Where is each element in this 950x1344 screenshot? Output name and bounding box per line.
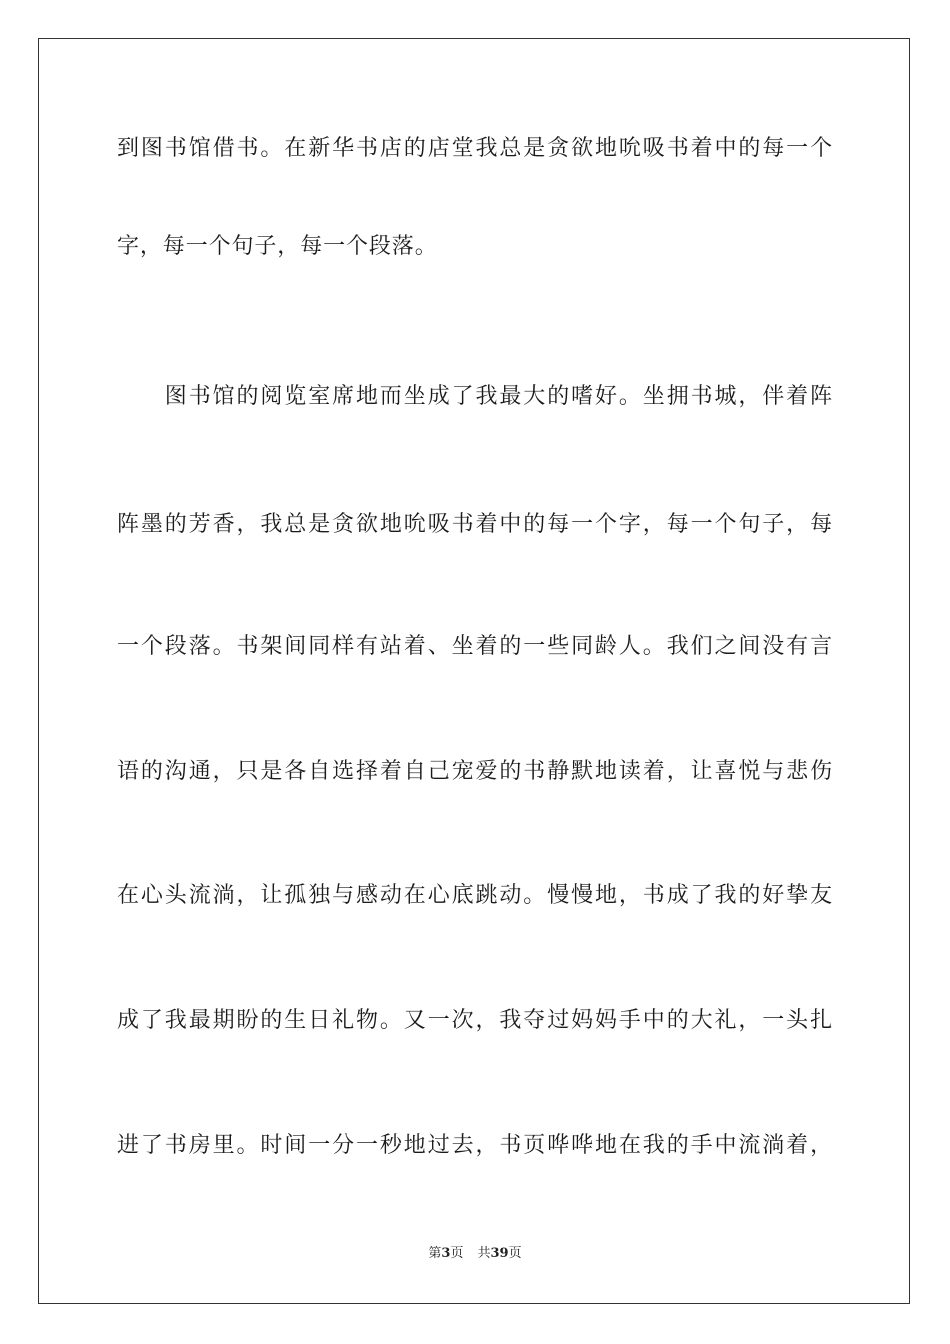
total-suffix: 页 xyxy=(508,1246,522,1261)
paragraph-line: 进了书房里。时间一分一秒地过去，书页哗哗地在我的手中流淌着， xyxy=(117,1133,833,1158)
page-suffix: 页 xyxy=(450,1246,464,1261)
paragraph-line: 在心头流淌，让孤独与感动在心底跳动。慢慢地，书成了我的好挚友 xyxy=(117,883,833,908)
paragraph-line: 语的沟通，只是各自选择着自己宠爱的书静默地读着，让喜悦与悲伤 xyxy=(117,759,833,784)
paragraph-line: 一个段落。书架间同样有站着、坐着的一些同龄人。我们之间没有言 xyxy=(117,634,833,659)
page-prefix: 第 xyxy=(428,1246,442,1261)
paragraph-line: 到图书馆借书。在新华书店的店堂我总是贪欲地吮吸书着中的每一个 xyxy=(117,136,833,161)
page-number: 3 xyxy=(441,1246,451,1261)
page-border xyxy=(38,38,910,1304)
paragraph-line: 成了我最期盼的生日礼物。又一次，我夺过妈妈手中的大礼，一头扎 xyxy=(117,1008,833,1033)
page-footer xyxy=(0,1245,950,1263)
total-pages: 39 xyxy=(490,1246,509,1261)
paragraph-line: 阵墨的芳香，我总是贪欲地吮吸书着中的每一个字，每一个句子，每 xyxy=(117,512,833,537)
paragraph-line: 图书馆的阅览室席地而坐成了我最大的嗜好。坐拥书城，伴着阵 xyxy=(117,384,833,409)
paragraph-line: 字，每一个句子，每一个段落。 xyxy=(117,234,438,259)
total-prefix: 共 xyxy=(477,1246,491,1261)
